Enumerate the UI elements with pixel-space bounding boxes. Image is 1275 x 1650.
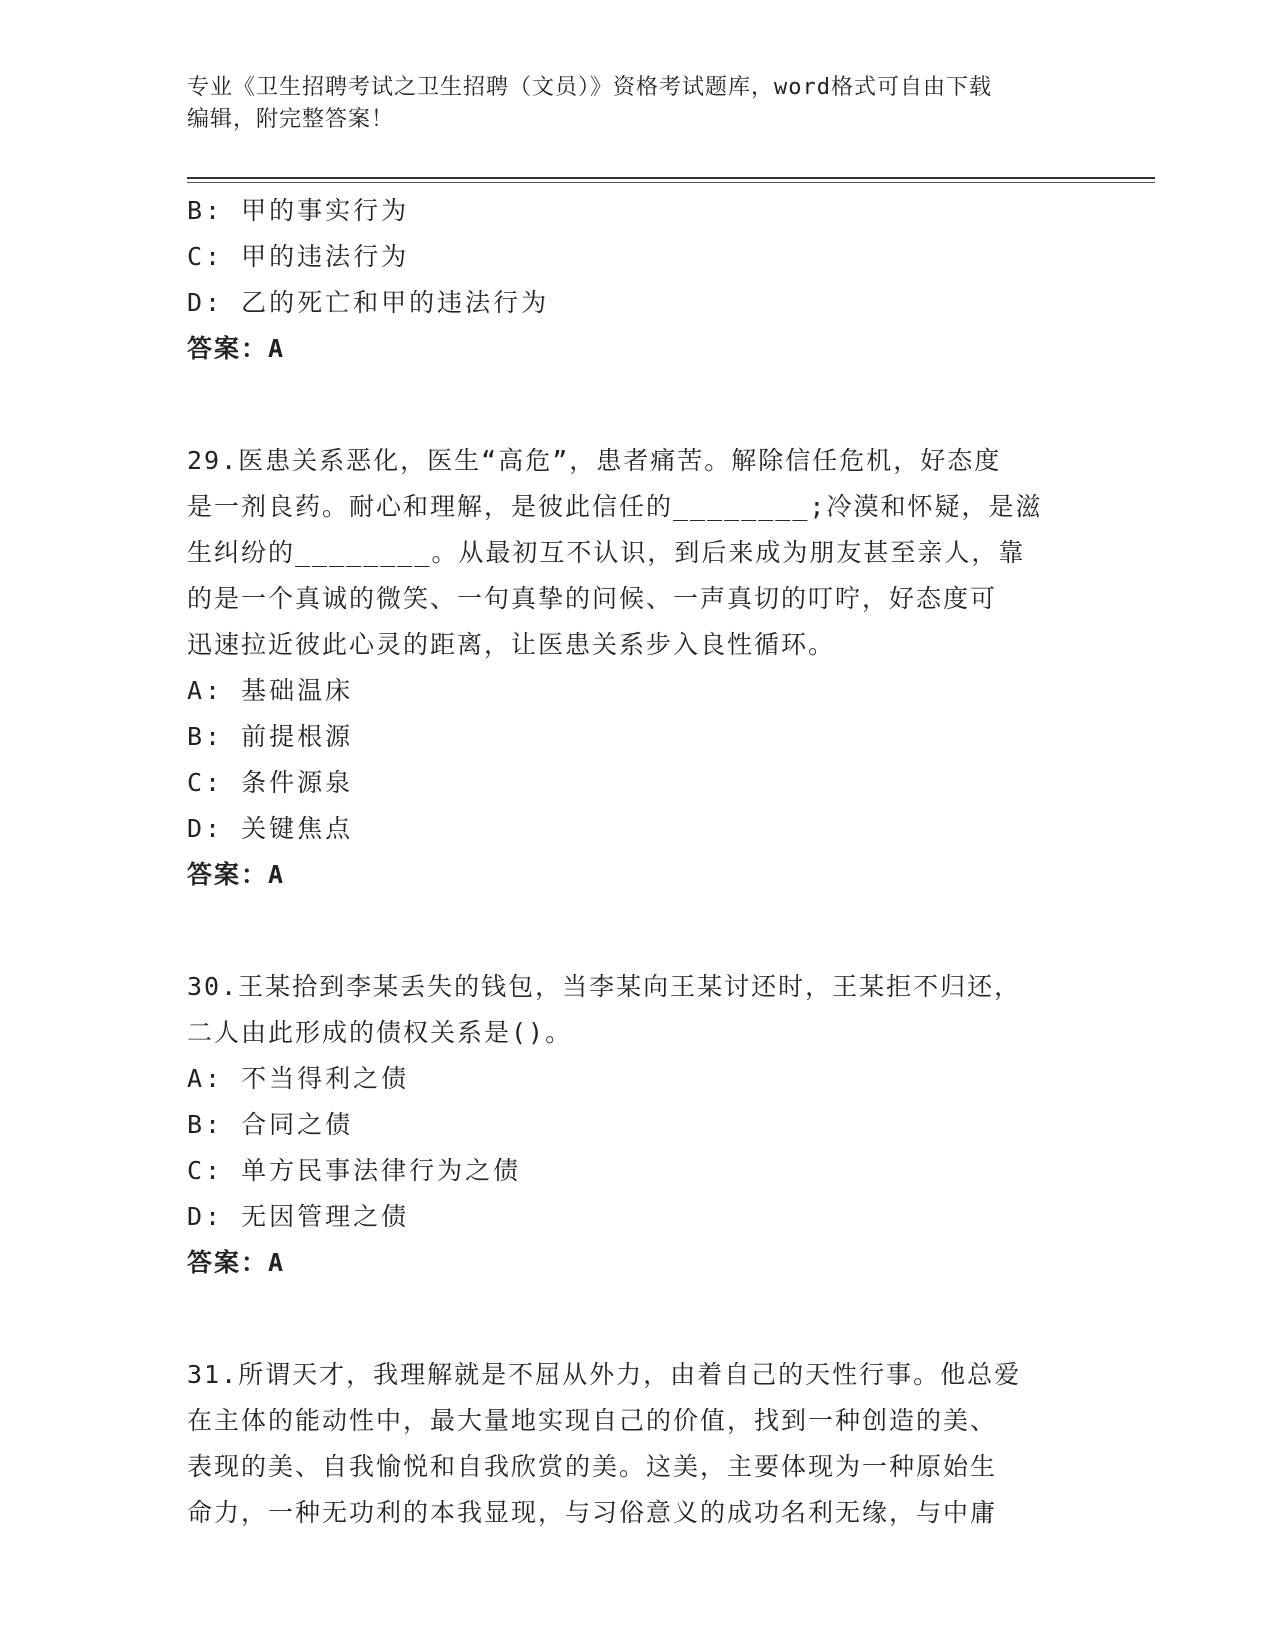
option-c: C: 条件源泉 — [187, 768, 354, 797]
question-30 — [187, 964, 1087, 1286]
answer: 答案：A — [187, 334, 286, 363]
spacer — [187, 372, 1087, 438]
question-text-line: 是一剂良药。耐心和理解，是彼此信任的________;冷漠和怀疑，是滋 — [187, 492, 1043, 521]
question-text-line: 迅速拉近彼此心灵的距离，让医患关系步入良性循环。 — [187, 630, 836, 659]
header-line-1: 专业《卫生招聘考试之卫生招聘（文员）》资格考试题库，word格式可自由下载 — [187, 75, 992, 100]
header-line-2: 编辑，附完整答案！ — [187, 107, 395, 132]
option-a: A: 基础温床 — [187, 676, 354, 705]
question-31 — [187, 1352, 1087, 1536]
option-b: B: 合同之债 — [187, 1110, 354, 1139]
option-d: D: 无因管理之债 — [187, 1202, 410, 1231]
question-text-line: 的是一个真诚的微笑、一句真挚的问候、一声真切的叮咛，好态度可 — [187, 584, 998, 613]
question-content — [187, 188, 1087, 1536]
header-divider-thin — [187, 182, 1155, 183]
option-c: C: 甲的违法行为 — [187, 242, 410, 271]
question-text-line: 31.所谓天才，我理解就是不屈从外力，由着自己的天性行事。他总爱 — [187, 1360, 1022, 1389]
option-a: A: 不当得利之债 — [187, 1064, 410, 1093]
question-29 — [187, 438, 1087, 898]
spacer — [187, 898, 1087, 964]
spacer — [187, 1286, 1087, 1352]
question-text-line: 30.王某拾到李某丢失的钱包，当李某向王某讨还时，王某拒不归还， — [187, 972, 1022, 1001]
header-divider-thick — [187, 177, 1155, 179]
question-text-line: 命力，一种无功利的本我显现，与习俗意义的成功名利无缘，与中庸 — [187, 1498, 998, 1527]
answer: 答案：A — [187, 1248, 286, 1277]
question-text-line: 表现的美、自我愉悦和自我欣赏的美。这美，主要体现为一种原始生 — [187, 1452, 998, 1481]
question-text-line: 在主体的能动性中，最大量地实现自己的价值，找到一种创造的美、 — [187, 1406, 998, 1435]
question-text-line: 29.医患关系恶化，医生“高危”，患者痛苦。解除信任危机，好态度 — [187, 446, 1002, 475]
option-d: D: 关键焦点 — [187, 814, 354, 843]
question-text-line: 生纠纷的________。从最初互不认识，到后来成为朋友甚至亲人，靠 — [187, 538, 1026, 567]
option-c: C: 单方民事法律行为之债 — [187, 1156, 522, 1185]
option-d: D: 乙的死亡和甲的违法行为 — [187, 288, 550, 317]
question-text-line: 二人由此形成的债权关系是()。 — [187, 1018, 573, 1047]
prev-question — [187, 188, 1087, 372]
document-header — [187, 72, 1087, 136]
option-b: B: 前提根源 — [187, 722, 354, 751]
option-b: B: 甲的事实行为 — [187, 196, 410, 225]
answer: 答案：A — [187, 860, 286, 889]
